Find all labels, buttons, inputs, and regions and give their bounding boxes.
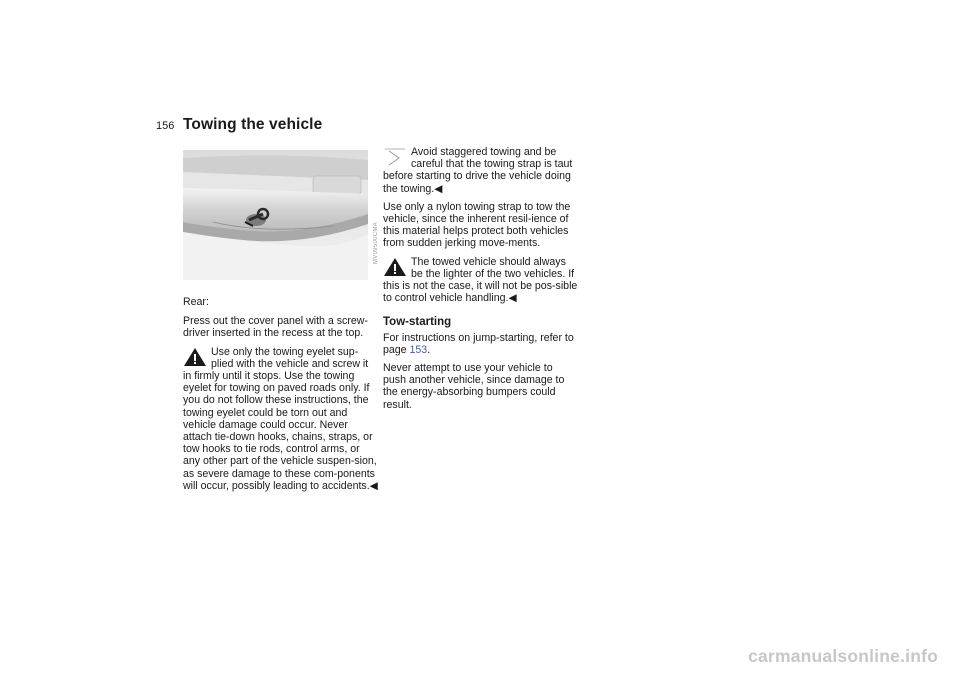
end-mark: ◀ (369, 479, 378, 492)
towing-eyelet-warning (183, 346, 378, 492)
tow-starting-heading: Tow-starting (383, 316, 452, 329)
warning-triangle-icon (183, 347, 207, 367)
push-warning-text: Never attempt to use your vehicle to push another vehicle, since damage to the energy-absorbing bumpers could result. (383, 362, 565, 411)
warning-text: Use only the towing eyelet sup-plied with the vehicle and screw it in firmly until it stops. Use the towing eyelet for towing on paved roads only. If you do not follow these instructions, the towing eyelet could be torn out and vehicle damage could occur. Never attach tie-down hooks, chains, straps, or tow hooks to tie rods, control arms, or any other part of the vehicle suspen-sion, as severe damage to these com-ponents will occur, possibly leading to accidents. (183, 345, 377, 492)
lighter-vehicle-warning (383, 256, 578, 305)
page-number: 156 (156, 120, 175, 132)
staggered-towing-note (383, 146, 578, 195)
watermark: carmanualsonline.info (748, 646, 938, 666)
page-153-link[interactable]: 153 (409, 343, 428, 356)
warning2-end-mark: ◀ (508, 292, 517, 305)
rear-label: Rear: (183, 296, 209, 308)
jump-text-after: . (427, 343, 431, 356)
figure-code-text: MV09500CMA (373, 222, 379, 265)
note-text: Avoid staggered towing and be careful that the towing strap is taut before starting to drive the vehicle doing the towing. (383, 146, 573, 195)
jump-text-before: For instructions on jump-starting, refer to page (383, 331, 574, 356)
warning-triangle-icon (383, 257, 407, 277)
right-column (383, 146, 578, 417)
bumper-photo (183, 150, 368, 280)
bumper-illustration (183, 150, 368, 280)
page-title: Towing the vehicle (183, 116, 323, 133)
strap-text: Use only a nylon towing strap to tow the vehicle, since the inherent resil-ience of this material helps protect both vehicles from sudden jerking move-ments. (383, 200, 571, 250)
note-arrow-icon (383, 147, 407, 167)
note-end-mark: ◀ (434, 182, 443, 195)
left-column (183, 150, 378, 498)
jump-start-text (383, 332, 578, 356)
rear-instruction: Press out the cover panel with a screw-driver inserted in the recess at the top. (183, 315, 368, 340)
warning2-text: The towed vehicle should always be the lighter of the two vehicles. If this is not the case, it will not be pos-sible to control vehicle handling. (383, 255, 578, 305)
